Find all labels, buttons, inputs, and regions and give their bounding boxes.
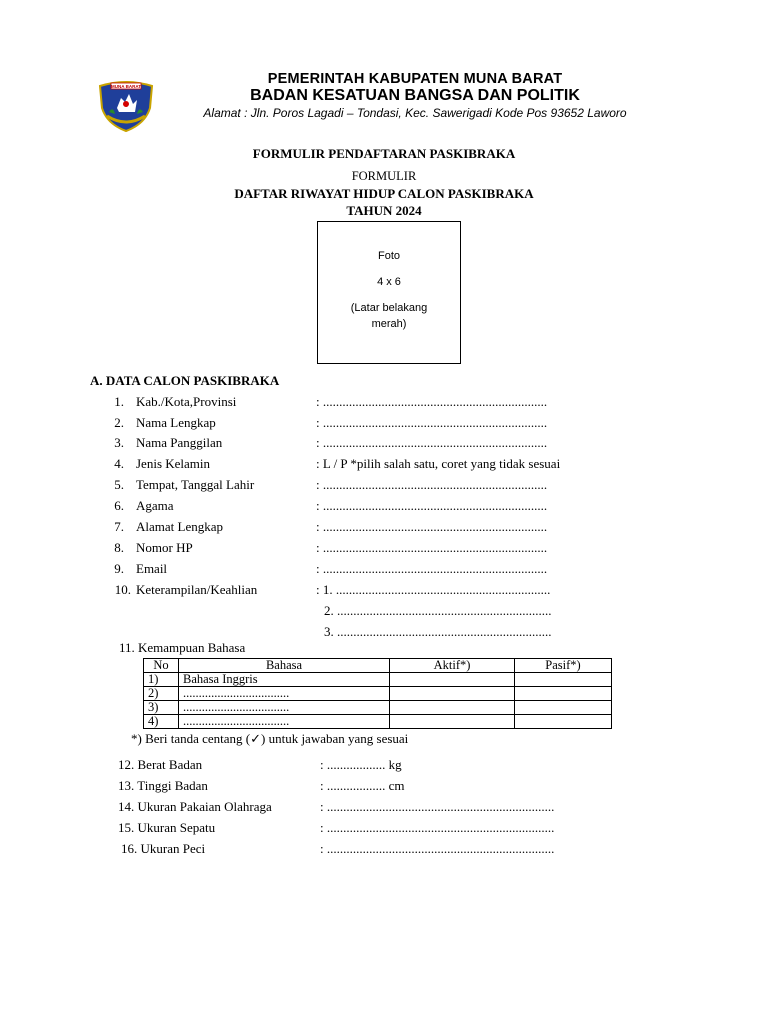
field-number: 1. bbox=[114, 394, 124, 409]
header-government: PEMERINTAH KABUPATEN MUNA BARAT bbox=[267, 71, 563, 87]
table-row bbox=[144, 673, 612, 687]
table-row bbox=[144, 687, 612, 701]
table-header-row bbox=[144, 659, 612, 673]
field-label: Nomor HP bbox=[136, 540, 193, 555]
logo-text: MUNA BARAT bbox=[111, 84, 141, 89]
field-label: Email bbox=[136, 561, 168, 576]
field-value[interactable]: : .................. cm bbox=[320, 778, 405, 793]
row-language[interactable]: .................................. bbox=[179, 715, 390, 729]
regency-emblem-logo bbox=[95, 78, 157, 132]
field-value[interactable]: : ...................................................................... bbox=[320, 820, 555, 835]
field-label: Kab./Kota,Provinsi bbox=[136, 394, 237, 409]
field-label: 14. Ukuran Pakaian Olahraga bbox=[118, 799, 272, 814]
skill-line-3[interactable]: 3. .................................................................. bbox=[324, 624, 552, 639]
header-no: No bbox=[144, 659, 179, 673]
field-value[interactable]: : ..................................................................... bbox=[316, 435, 548, 450]
field-value[interactable]: : ...................................................................... bbox=[320, 799, 555, 814]
field-label: Nama Panggilan bbox=[136, 435, 223, 450]
row-language[interactable]: Bahasa Inggris bbox=[179, 673, 390, 687]
photo-note-1: (Latar belakang bbox=[350, 302, 428, 314]
row-passive-cell[interactable] bbox=[515, 687, 612, 701]
row-passive-cell[interactable] bbox=[515, 715, 612, 729]
field-number: 8. bbox=[114, 540, 124, 555]
row-active-cell[interactable] bbox=[390, 673, 515, 687]
skill-line-2[interactable]: 2. .................................................................. bbox=[324, 603, 552, 618]
row-passive-cell[interactable] bbox=[515, 701, 612, 715]
document-year: TAHUN 2024 bbox=[346, 203, 422, 218]
row-active-cell[interactable] bbox=[390, 715, 515, 729]
row-passive-cell[interactable] bbox=[515, 673, 612, 687]
field-value[interactable]: : 1. .................................................................. bbox=[316, 582, 551, 597]
field-number: 10. bbox=[114, 582, 131, 597]
row-active-cell[interactable] bbox=[390, 701, 515, 715]
row-active-cell[interactable] bbox=[390, 687, 515, 701]
field-number: 4. bbox=[114, 456, 124, 471]
field-number: 6. bbox=[114, 498, 124, 513]
field-value[interactable]: : ..................................................................... bbox=[316, 519, 548, 534]
table-row bbox=[144, 701, 612, 715]
field-number: 2. bbox=[114, 415, 124, 430]
row-number: 1) bbox=[144, 673, 179, 687]
header-agency: BADAN KESATUAN BANGSA DAN POLITIK bbox=[250, 87, 580, 104]
language-section-title: 11. Kemampuan Bahasa bbox=[119, 640, 246, 655]
field-label: 12. Berat Badan bbox=[118, 757, 203, 772]
row-language[interactable]: .................................. bbox=[179, 687, 390, 701]
field-value[interactable]: : .................. kg bbox=[320, 757, 402, 772]
document-title: DAFTAR RIWAYAT HIDUP CALON PASKIBRAKA bbox=[234, 186, 534, 201]
header-passive: Pasif*) bbox=[515, 659, 612, 673]
field-label: Alamat Lengkap bbox=[136, 519, 223, 534]
field-value[interactable]: : ..................................................................... bbox=[316, 394, 548, 409]
form-title: FORMULIR PENDAFTARAN PASKIBRAKA bbox=[252, 146, 516, 161]
row-number: 4) bbox=[144, 715, 179, 729]
header-address: Alamat : Jln. Poros Lagadi – Tondasi, Kec. Sawerigadi Kode Pos 93652 Laworo bbox=[203, 106, 627, 120]
photo-label: Foto bbox=[377, 250, 400, 262]
field-label: 15. Ukuran Sepatu bbox=[118, 820, 216, 835]
field-label: Jenis Kelamin bbox=[136, 456, 211, 471]
row-number: 2) bbox=[144, 687, 179, 701]
field-value[interactable]: : ..................................................................... bbox=[316, 498, 548, 513]
field-number: 3. bbox=[114, 435, 124, 450]
field-number: 9. bbox=[114, 561, 124, 576]
language-table bbox=[143, 658, 612, 729]
photo-box[interactable] bbox=[317, 221, 461, 364]
field-label: Tempat, Tanggal Lahir bbox=[136, 477, 255, 492]
field-label: Keterampilan/Keahlian bbox=[136, 582, 258, 597]
field-number: 5. bbox=[114, 477, 124, 492]
field-value[interactable]: : L / P *pilih salah satu, coret yang tidak sesuai bbox=[316, 456, 561, 471]
checkmark-note: *) Beri tanda centang (✓) untuk jawaban yang sesuai bbox=[131, 731, 409, 746]
row-number: 3) bbox=[144, 701, 179, 715]
form-subtitle: FORMULIR bbox=[351, 169, 417, 183]
field-label: Nama Lengkap bbox=[136, 415, 216, 430]
field-value[interactable]: : ..................................................................... bbox=[316, 477, 548, 492]
table-row bbox=[144, 715, 612, 729]
field-label: Agama bbox=[136, 498, 174, 513]
header-language: Bahasa bbox=[179, 659, 390, 673]
field-value[interactable]: : ...................................................................... bbox=[320, 841, 555, 856]
row-language[interactable]: .................................. bbox=[179, 701, 390, 715]
field-label: 13. Tinggi Badan bbox=[118, 778, 208, 793]
field-label: 16. Ukuran Peci bbox=[121, 841, 206, 856]
header-active: Aktif*) bbox=[390, 659, 515, 673]
field-number: 7. bbox=[114, 519, 124, 534]
photo-size: 4 x 6 bbox=[377, 276, 401, 288]
field-value[interactable]: : ..................................................................... bbox=[316, 415, 548, 430]
field-value[interactable]: : ..................................................................... bbox=[316, 561, 548, 576]
field-value[interactable]: : ..................................................................... bbox=[316, 540, 548, 555]
photo-note-2: merah) bbox=[371, 318, 407, 330]
section-a-title: A. DATA CALON PASKIBRAKA bbox=[90, 373, 280, 388]
